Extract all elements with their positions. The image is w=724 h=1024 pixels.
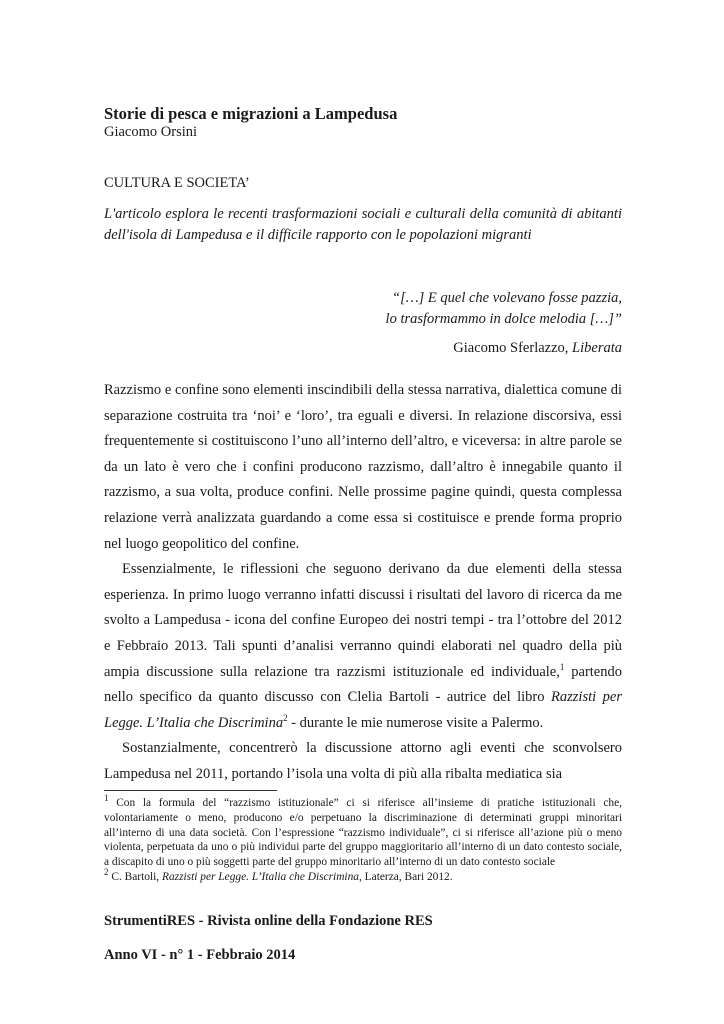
footnote-1	[104, 793, 622, 870]
book-title: Razzisti per Legge. L’Italia che Discrimina	[104, 689, 622, 731]
paragraph-2-text-b: partendo nello specifico da quanto discusso con Clelia Bartoli - autrice del libro	[104, 663, 622, 706]
epigraph-attribution	[453, 340, 622, 357]
section-label: CULTURA E SOCIETA’	[104, 175, 250, 191]
epigraph-author: Giacomo Sferlazzo,	[453, 340, 573, 356]
article-author: Giacomo Orsini	[104, 124, 198, 140]
epigraph	[222, 288, 622, 330]
footnote-2-post: , Laterza, Bari 2012.	[358, 870, 453, 883]
paragraph-2-text-a: Essenzialmente, le riflessioni che seguono derivano da due elementi della stessa esperienza. In primo luogo verranno infatti discussi i risultati del lavoro di ricerca da me svolto a Lampedusa - icona del confine Europeo dei nostri tempi - tra l’ottobre del 2012 e Febbraio 2013. Tali spunti d’analisi verranno quindi elaborati nel quadro della più ampia discussione sulla relazione tra razzismi istituzionale ed individuale,	[104, 561, 622, 680]
article-abstract: L'articolo esplora le recenti trasformazioni sociali e culturali della comunità di abitanti dell'isola di Lampedusa e il difficile rapporto con le popolazioni migranti	[104, 206, 622, 243]
body-paragraph-1: Razzismo e confine sono elementi inscindibili della stessa narrativa, dialettica comune di separazione costruita tra ‘noi’ e ‘loro’, tra eguali e diversi. In relazione discorsiva, essi frequentemente si costituiscono l’uno all’interno dell’altro, e viceversa: in altre parole se da un lato è vero che i confini producono razzismo, dall’altro è innegabile quanto il razzismo, a sua volta, produce confini. Nelle prossime pagine quindi, questa complessa relazione verrà analizzata guardando a come essa si costituisce e prende forma proprio nel luogo geopolitico del confine.	[104, 382, 622, 552]
footnote-2-pre: C. Bartoli,	[108, 870, 162, 883]
epigraph-work: Liberata	[572, 340, 622, 356]
body-paragraph-3: Sostanzialmente, concentrerò la discussione attorno agli eventi che sconvolsero Lampedusa nel 2011, portando l’isola una volta di più alla ribalta mediatica sia	[104, 740, 622, 782]
footnote-1-text: Con la formula del “razzismo istituzionale” ci si riferisce all’insieme di pratiche istituzionali che, volontariamente o meno, producono e/o perpetuano la discriminazione di determinati gruppi minoritari all’interno di una data società. Con l’espressione “razzismo individuale”, ci si riferisce all’azione più o meno violenta, perpetuata da uno o più individui parte del gruppo maggioritario all’interno di un dato contesto sociale, a discapito di uno o più soggetti parte del gruppo minoritario all’interno di un dato contesto sociale	[104, 797, 622, 869]
body-paragraph-2	[104, 557, 622, 736]
paragraph-2-text-c: - durante le mie numerose visite a Palermo.	[287, 714, 544, 731]
article-title: Storie di pesca e migrazioni a Lampedusa	[104, 104, 398, 123]
footnote-ref-2[interactable]: 2	[283, 712, 288, 723]
footnote-2	[104, 867, 622, 885]
footnote-2-mark: 2	[104, 867, 109, 878]
journal-issue: Anno VI - n° 1 - Febbraio 2014	[104, 947, 296, 963]
journal-name: StrumentiRES - Rivista online della Fondazione RES	[104, 913, 433, 929]
footnote-1-mark: 1	[104, 793, 109, 804]
footnote-ref-1[interactable]: 1	[559, 661, 565, 672]
epigraph-line-2: lo trasformammo in dolce melodia […]”	[385, 311, 622, 327]
footnotes	[104, 793, 622, 885]
footnote-2-book: Razzisti per Legge. L’Italia che Discrimina	[161, 870, 359, 883]
article-body	[104, 378, 622, 788]
footnote-divider	[104, 790, 277, 791]
epigraph-line-1: “[…] E quel che volevano fosse pazzia,	[392, 290, 622, 306]
